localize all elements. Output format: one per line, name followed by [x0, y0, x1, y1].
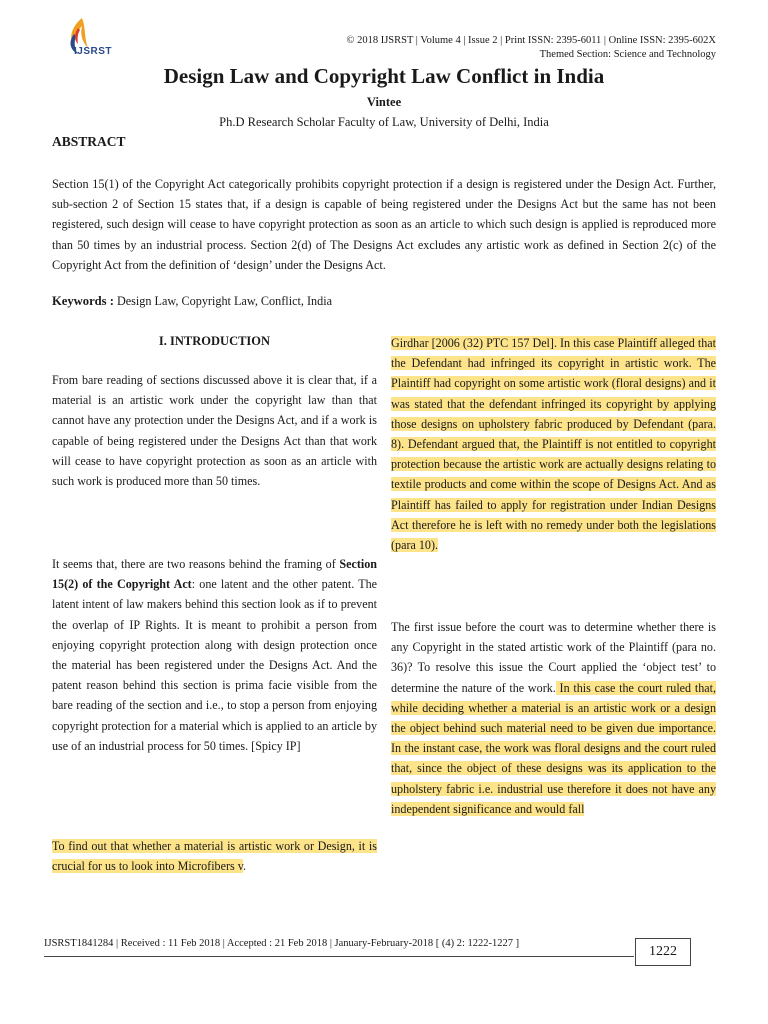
- paper-title: Design Law and Copyright Law Conflict in India: [163, 64, 605, 88]
- right-paragraph-1: [391, 333, 716, 555]
- intro-paragraph-1: From bare reading of sections discussed above it is clear that, if a material is an artistic work under the copyright law than that cannot have any protection under the Designs Act, and if a work is capable of being registered under the Designs Act than that work will cease to have copyright protection as soon as an article with such work is produced more than 50 times.: [52, 373, 377, 489]
- logo-text: IJSRST: [74, 46, 113, 57]
- highlighted-text: To find out that whether a material is artistic work or Design, it is crucial for us to look into Microfibers v: [52, 839, 377, 874]
- keywords: [52, 294, 716, 309]
- intro-p3-end: .: [243, 859, 247, 874]
- author-affiliation: Ph.D Research Scholar Faculty of Law, University of Delhi, India: [219, 115, 549, 129]
- themed-section: Themed Section: Science and Technology: [539, 49, 716, 60]
- highlighted-text: In this case the court ruled that, while deciding whether a material is an artistic work or a design the object behind such material need to be given due importance. In the instant case, the work was floral designs and the court ruled that, since the object of these designs was its application to the upholstery fabric i.e. industrial use therefore it does not have any independent significance and would fall: [391, 680, 716, 816]
- right-paragraph-2: [391, 617, 716, 819]
- intro-paragraph-3: [52, 836, 377, 876]
- intro-p2-bold-reference: Section 15(2) of the Copyright Act: [52, 557, 377, 592]
- keywords-label: Keywords :: [52, 294, 114, 308]
- author-name: Vintee: [366, 95, 402, 109]
- footer-citation: IJSRST1841284 | Received : 11 Feb 2018 | Accepted : 21 Feb 2018 | January-February-2018 [ (4) 2: 1222-1227 ]: [44, 938, 520, 949]
- intro-p2-rest: : one latent and the other patent. The latent intent of law makers behind this section look as if to prevent the overlap of IP Rights. It is meant to prohibit a person from enjoying copyright protection along with design protection once the material has been registered under the Designs Act. And the patent reason behind this section is prima facie visible from the bare reading of the section and i.e., to stop a person from enjoying copyright protection for a material which is applied to an article by use of an industrial process for 50 times. [Spicy IP]: [52, 577, 378, 753]
- right-p2-plain: The first issue before the court was to determine whether there is any Copyright in the stated artistic work of the Plaintiff (para no. 36)? To resolve this issue the Court applied the ‘object test’ to determine the nature of the work.: [391, 620, 716, 695]
- footer-divider: [44, 956, 634, 957]
- keywords-list: Design Law, Copyright Law, Conflict, India: [113, 294, 333, 308]
- section-heading-introduction: I. INTRODUCTION: [158, 334, 271, 348]
- abstract-text: Section 15(1) of the Copyright Act categorically prohibits copyright protection if a design is registered under the Design Act. Further, sub-section 2 of Section 15 states that, if a design is capable of being registered under the Designs Act but the same has not been registered, such design will cease to have copyright protection as soon as an article to which such design is applied is reproduced more than 50 times by an industrial process. Section 2(d) of The Designs Act excludes any artistic work as defined in Section 2(c) of the Copyright Act from the definition of ‘design’ under the Designs Act.: [52, 177, 716, 272]
- intro-paragraph-2: [52, 554, 377, 756]
- highlighted-text: Girdhar [2006 (32) PTC 157 Del]. In this case Plaintiff alleged that the Defendant had infringed its copyright in artistic work. The Plaintiff had copyright on some artistic work (floral designs) and it was stated that the defendant infringed its copyright by applying those designs on upholstery fabric produced by Defendant (para. 8). Defendant argued that, the Plaintiff is not entitled to copyright protection because the artistic work are actually designs relating to textile products and come within the scope of Designs Act. And as Plaintiff has failed to apply for registration under Indian Designs Act therefore he is left with no remedy under both the legislations (para 10).: [391, 336, 716, 553]
- page-number: 1222: [635, 938, 691, 966]
- abstract-heading: ABSTRACT: [52, 134, 126, 149]
- intro-p2-start: It seems that, there are two reasons behind the framing of: [52, 557, 340, 571]
- journal-info: © 2018 IJSRST | Volume 4 | Issue 2 | Print ISSN: 2395-6011 | Online ISSN: 2395-602X: [346, 35, 716, 46]
